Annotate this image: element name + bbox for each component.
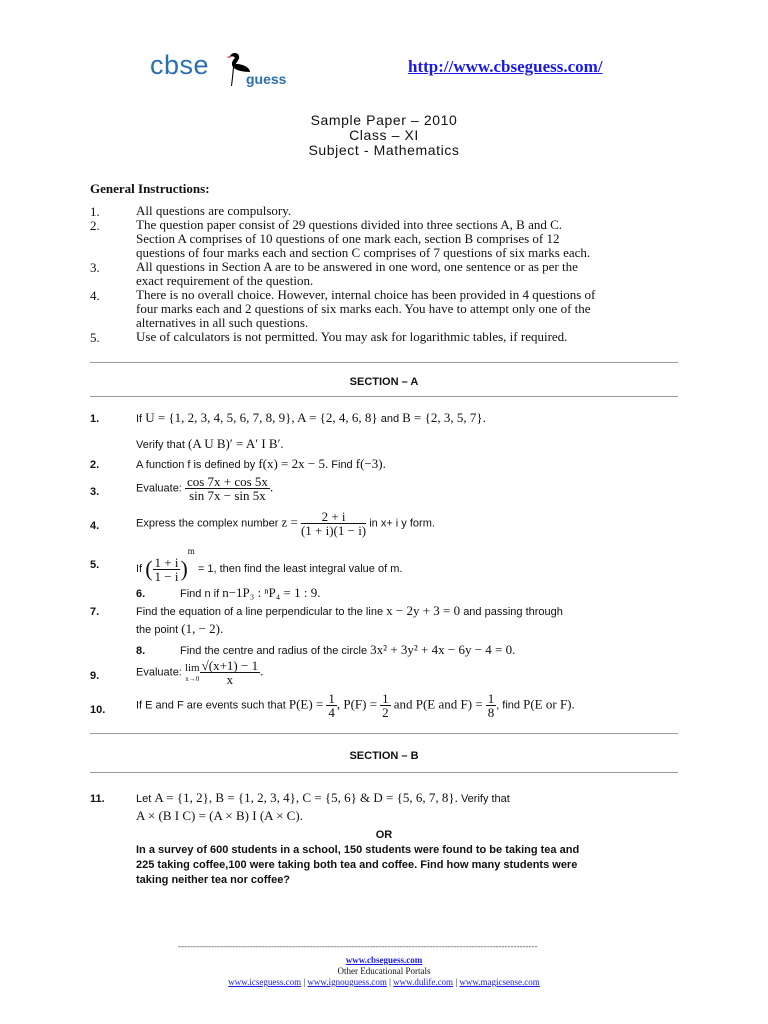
question-number: 2. (90, 459, 100, 471)
fraction-numerator: 1 + i (154, 554, 179, 570)
instruction-line: questions of four marks each and section C comprises of 7 questions of six marks each. (136, 245, 591, 260)
question-number: 6. (136, 588, 146, 600)
fraction-denominator: 8 (487, 705, 495, 720)
instruction-number: 2. (90, 218, 100, 233)
fraction (301, 510, 366, 537)
limit-label: lim (184, 662, 200, 674)
question-number: 7. (90, 606, 100, 618)
question-3 (136, 475, 273, 502)
footer-site (0, 955, 768, 965)
instruction-line: Use of calculators is not permitted. You may ask for logarithmic tables, if required. (136, 329, 568, 344)
question-11-alternative (136, 843, 677, 888)
class-title: Class – XI (349, 127, 419, 143)
fraction (326, 692, 337, 719)
fraction (200, 659, 260, 686)
instruction-item (136, 330, 677, 344)
exponent: m (187, 546, 195, 556)
footer-link-magicsense[interactable]: www.magicsense.com (459, 977, 540, 987)
question-text: Verify that (460, 793, 510, 805)
question-number: 9. (90, 670, 100, 682)
question-5 (136, 546, 402, 583)
fraction (380, 692, 391, 719)
math-expression: and P(E and F) = (393, 696, 483, 712)
subject-title: Subject - Mathematics (308, 142, 460, 158)
bracket-left: ( (145, 556, 153, 582)
math-expression: f(−3). (355, 456, 386, 471)
footer-separator: | (453, 977, 460, 987)
math-expression: P(E or F). (523, 696, 575, 712)
question-text: and (377, 413, 403, 425)
footer-separator: | (301, 977, 308, 987)
footer-links (0, 977, 768, 987)
question-1-line-1 (136, 410, 486, 426)
instruction-line: The question paper consist of 29 questions divided into three sections A, B and C. (136, 217, 563, 232)
limit-subscript: x→0 (185, 675, 200, 683)
question-text: Find n if (180, 588, 220, 600)
question-text: in x+ i y form. (369, 517, 435, 530)
question-line: 225 taking coffee,100 were taking both tea and coffee. Find how many students were (136, 859, 578, 871)
question-number: 3. (90, 486, 100, 498)
question-7-line-2 (136, 621, 223, 637)
instructions-heading: General Instructions: (90, 181, 210, 196)
fraction (185, 475, 270, 502)
set-b: B = {2, 3, 5, 7}. (402, 410, 486, 425)
punctuation: . (269, 479, 274, 495)
or-separator: OR (375, 829, 393, 841)
fraction-denominator: (1 + i)(1 − i) (300, 523, 367, 538)
question-text: Evaluate: (136, 482, 182, 495)
fraction-numerator: 1 (487, 691, 495, 706)
instruction-item (136, 204, 677, 218)
bracket-right: ) (180, 556, 188, 582)
question-11-line-2 (136, 808, 303, 824)
divider (90, 733, 678, 734)
fraction-denominator: 4 (328, 705, 335, 720)
logo-text: cbse (150, 50, 210, 80)
math-expression: n−1P₃ : ⁿP₄ = 1 : 9. (222, 585, 321, 600)
fraction-numerator: 1 (328, 691, 335, 706)
instruction-line: exact requirement of the question. (136, 273, 314, 288)
math-expression: , P(F) = (336, 696, 378, 712)
question-1-line-2 (136, 436, 284, 452)
math-expression: x − 2y + 3 = 0 (386, 603, 461, 618)
question-text: = 1, then find the least integral value of m. (197, 563, 403, 575)
question-number: 5. (90, 559, 100, 571)
limit (185, 662, 200, 683)
math-expression: z = (281, 514, 298, 530)
fraction-numerator: 2 + i (301, 510, 366, 524)
fraction-numerator: 1 (382, 691, 389, 706)
divider (90, 772, 678, 773)
math-expression: A = {1, 2}, B = {1, 2, 3, 4}, C = {5, 6} & D = {5, 6, 7, 8}. (154, 790, 458, 805)
question-text: Find (331, 459, 353, 471)
question-text: Express the complex number (136, 517, 279, 530)
question-text: the point (136, 624, 179, 636)
question-text: If (136, 413, 143, 425)
divider (90, 362, 678, 363)
footer-link-ignouguess[interactable]: www.ignouguess.com (307, 977, 387, 987)
footer-link-icseguess[interactable]: www.icseguess.com (228, 977, 302, 987)
instruction-number: 4. (90, 288, 100, 303)
instruction-number: 5. (90, 330, 100, 345)
instruction-number: 3. (90, 260, 100, 275)
logo-subtext: guess (246, 71, 287, 87)
question-text: A function f is defined by (136, 459, 256, 471)
math-expression: (A U B)′ = A′ I B′. (187, 436, 284, 451)
divider (90, 396, 678, 397)
instruction-number: 1. (90, 204, 100, 219)
question-text: If (136, 563, 143, 575)
site-url-link[interactable]: http://www.cbseguess.com/ (408, 57, 603, 76)
set-a: , A = {2, 4, 6, 8} (291, 410, 378, 425)
section-b-title: SECTION – B (349, 750, 419, 762)
math-expression: 3x² + 3y² + 4x − 6y − 4 = 0. (370, 642, 516, 657)
instruction-line: Section A comprises of 10 questions of one mark each, section B comprises of 12 (136, 231, 560, 246)
question-11-line-1 (136, 790, 510, 806)
fraction-numerator: cos 7x + cos 5x (186, 474, 268, 489)
question-text: and passing through (463, 606, 563, 618)
footer-link-dulife[interactable]: www.dulife.com (393, 977, 454, 987)
question-line: taking neither tea nor coffee? (136, 874, 291, 886)
fraction-denominator: 1 − i (154, 568, 179, 584)
question-text: Find the centre and radius of the circle (180, 645, 368, 657)
question-text: Verify that (136, 439, 185, 451)
math-expression: f(x) = 2x − 5. (258, 456, 329, 471)
question-6 (180, 585, 320, 601)
question-line: In a survey of 600 students in a school, 150 students were found to be taking tea and (136, 844, 580, 856)
paper-title: Sample Paper – 2010 (310, 112, 458, 128)
question-7-line-1 (136, 603, 563, 619)
question-text: , find (496, 699, 521, 712)
fraction (486, 692, 497, 719)
question-number: 1. (90, 413, 100, 425)
fraction (153, 556, 181, 583)
question-text: Find the equation of a line perpendicular to the line (136, 606, 384, 618)
instruction-line: All questions are compulsory. (136, 203, 292, 218)
punctuation: . (260, 663, 264, 679)
question-10 (136, 692, 575, 719)
question-text: Evaluate: (136, 666, 182, 679)
fraction-denominator: 2 (382, 705, 389, 720)
fraction-numerator: √(x+1) − 1 (201, 658, 259, 673)
question-number: 4. (90, 520, 100, 532)
question-number: 8. (136, 645, 146, 657)
instruction-line: alternatives in all such questions. (136, 315, 309, 330)
fraction-denominator: x (226, 672, 234, 687)
question-number: 11. (90, 793, 105, 805)
math-expression: (1, − 2). (181, 621, 224, 636)
math-expression: P(E) = (288, 696, 324, 712)
question-text: Let (136, 793, 152, 805)
question-number: 10. (90, 704, 106, 716)
question-8 (180, 642, 515, 658)
footer-portals-label: Other Educational Portals (337, 966, 431, 976)
question-4 (136, 510, 435, 537)
math-expression: A × (B I C) = (A × B) I (A × C). (136, 808, 303, 823)
instruction-item (136, 218, 677, 260)
footer-divider: ------------------------------------------------------------------------------------------------------------------------ (178, 941, 538, 951)
question-2 (136, 456, 386, 472)
footer-site-link[interactable]: www.cbseguess.com (345, 955, 423, 965)
question-text: If E and F are events such that (136, 699, 286, 712)
instruction-line: There is no overall choice. However, internal choice has been provided in 4 questions of (136, 287, 596, 302)
question-9 (136, 659, 263, 686)
section-a-title: SECTION – A (349, 376, 419, 388)
instruction-line: All questions in Section A are to be answered in one word, one sentence or as per the (136, 259, 578, 274)
instruction-line: four marks each and 2 questions of six marks each. You have to attempt only one of the (136, 301, 591, 316)
instruction-item (136, 260, 677, 288)
fraction-denominator: sin 7x − sin 5x (189, 488, 266, 503)
footer-separator: | (386, 977, 394, 987)
set-u: U = {1, 2, 3, 4, 5, 6, 7, 8, 9} (145, 410, 292, 425)
instruction-item (136, 288, 677, 330)
